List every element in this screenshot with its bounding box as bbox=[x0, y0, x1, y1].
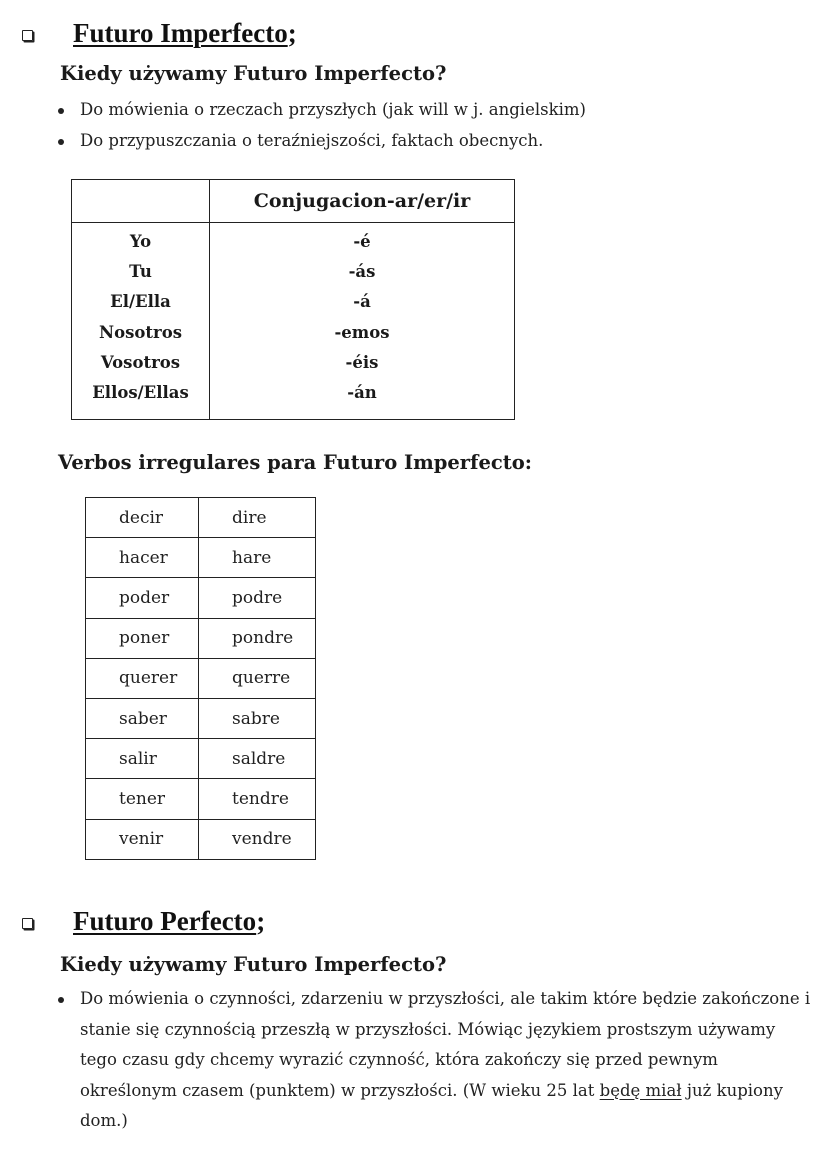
ending-cell: -á bbox=[353, 292, 371, 312]
stem-cell: podre bbox=[199, 578, 316, 618]
table-row bbox=[86, 739, 316, 779]
underlined-phrase: będę miał bbox=[599, 1080, 682, 1100]
list-item: Do przypuszczania o teraźniejszości, faktach obecnych. bbox=[56, 126, 586, 157]
ending-column bbox=[210, 227, 514, 408]
paragraph-line: stanie się czynnością przeszłą w przyszłości. Mówiąc językiem prostszym używamy bbox=[80, 1019, 776, 1039]
table-row bbox=[86, 658, 316, 698]
paragraph-line: Do mówienia o czynności, zdarzeniu w przyszłości, ale takim które będzie zakończone i bbox=[80, 989, 811, 1008]
irregular-heading: Verbos irregulares para Futuro Imperfecto: bbox=[58, 451, 532, 474]
table-row bbox=[86, 819, 316, 859]
infinitive-cell: querer bbox=[86, 658, 199, 698]
table-row bbox=[86, 538, 316, 578]
section2-question: Kiedy używamy Futuro Imperfecto? bbox=[60, 953, 447, 976]
section2-title: Futuro Perfecto; bbox=[73, 906, 266, 936]
infinitive-cell: venir bbox=[86, 819, 199, 859]
stem-cell: hare bbox=[199, 538, 316, 578]
conjugation-table bbox=[71, 179, 515, 420]
pronoun-cell: Tu bbox=[129, 262, 152, 282]
list-item: Do mówienia o rzeczach przyszłych (jak will w j. angielskim) bbox=[56, 95, 586, 126]
stem-cell: dire bbox=[199, 498, 316, 538]
conjugation-header: Conjugacion-ar/er/ir bbox=[253, 190, 471, 212]
table-row bbox=[86, 618, 316, 658]
pronoun-cell: Nosotros bbox=[99, 322, 182, 342]
paragraph-line: tego czasu gdy chcemy wyrazić czynność, która zakończy się przed pewnym bbox=[80, 1050, 718, 1069]
infinitive-cell: decir bbox=[86, 498, 199, 538]
pronoun-column bbox=[72, 227, 209, 408]
infinitive-cell: tener bbox=[86, 779, 199, 819]
infinitive-cell: salir bbox=[86, 739, 199, 779]
section1-heading bbox=[22, 18, 297, 49]
irregular-verbs-table bbox=[85, 497, 316, 860]
list-item bbox=[56, 984, 810, 1137]
section1-question: Kiedy używamy Futuro Imperfecto? bbox=[60, 62, 447, 85]
paragraph-line: już kupiony bbox=[681, 1080, 783, 1100]
stem-cell: tendre bbox=[199, 779, 316, 819]
infinitive-cell: poner bbox=[86, 618, 199, 658]
infinitive-cell: poder bbox=[86, 578, 199, 618]
pronoun-cell: Ellos/Ellas bbox=[92, 382, 189, 402]
table-row bbox=[86, 578, 316, 618]
section1-title: Futuro Imperfecto; bbox=[73, 18, 297, 48]
stem-cell: pondre bbox=[199, 618, 316, 658]
table-divider bbox=[72, 222, 514, 223]
stem-cell: vendre bbox=[199, 819, 316, 859]
section2-heading bbox=[22, 906, 265, 937]
ending-cell: -emos bbox=[334, 322, 390, 342]
stem-cell: sabre bbox=[199, 698, 316, 738]
stem-cell: querre bbox=[199, 658, 316, 698]
table-row bbox=[86, 779, 316, 819]
section1-bullet-list bbox=[56, 95, 586, 156]
paragraph-line: określonym czasem (punktem) w przyszłości. (W wieku 25 lat bbox=[80, 1080, 600, 1100]
infinitive-cell: hacer bbox=[86, 538, 199, 578]
table-row bbox=[86, 498, 316, 538]
checkbox-bullet-icon bbox=[22, 918, 33, 929]
ending-cell: -ás bbox=[348, 262, 376, 282]
pronoun-cell: Vosotros bbox=[100, 352, 181, 372]
pronoun-cell: El/Ella bbox=[110, 292, 171, 312]
ending-cell: -é bbox=[353, 232, 371, 251]
checkbox-bullet-icon bbox=[22, 30, 33, 41]
table-row bbox=[86, 698, 316, 738]
section2-bullet-list bbox=[56, 984, 810, 1137]
infinitive-cell: saber bbox=[86, 698, 199, 738]
ending-cell: -éis bbox=[345, 352, 379, 372]
paragraph-line: dom.) bbox=[80, 1111, 128, 1130]
stem-cell: saldre bbox=[199, 739, 316, 779]
ending-cell: -án bbox=[347, 382, 377, 402]
pronoun-cell: Yo bbox=[129, 232, 152, 251]
